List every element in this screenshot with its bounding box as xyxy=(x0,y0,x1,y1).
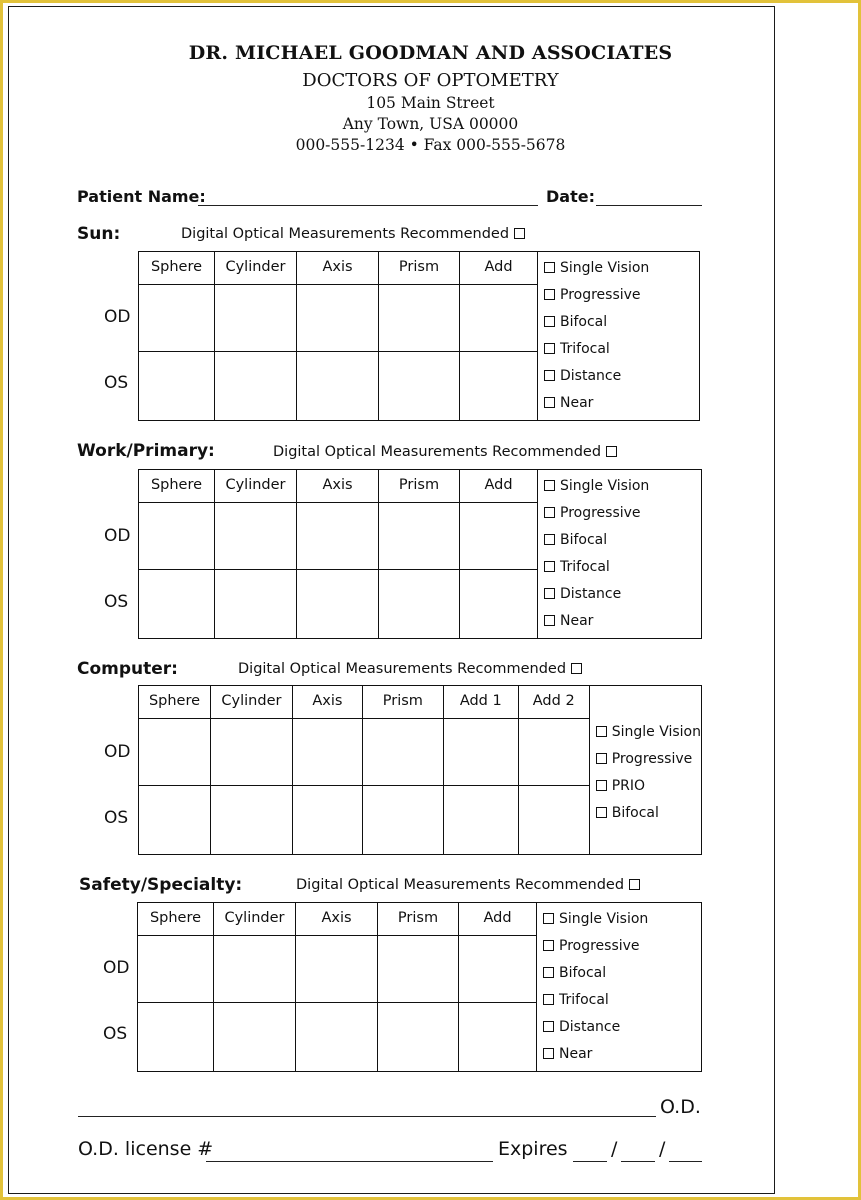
column-header: Prism xyxy=(378,903,459,936)
checkbox-icon[interactable] xyxy=(544,289,555,300)
column-header: Axis xyxy=(292,686,362,719)
column-header: Add xyxy=(459,903,537,936)
practice-name: DR. MICHAEL GOODMAN AND ASSOCIATES xyxy=(188,42,673,64)
lens-options xyxy=(538,470,702,639)
column-header: Prism xyxy=(379,252,460,285)
dom-label: Digital Optical Measurements Recommended xyxy=(238,661,567,677)
option-distance[interactable]: Distance xyxy=(544,584,701,611)
rx-cell-os-add1[interactable] xyxy=(443,786,518,855)
expires-month-field[interactable] xyxy=(573,1161,607,1162)
option-single-vision[interactable]: Single Vision xyxy=(543,909,701,936)
column-header: Add xyxy=(460,470,538,503)
rx-cell-os-axis[interactable] xyxy=(297,352,379,421)
checkbox-icon[interactable] xyxy=(543,967,554,978)
dom-sun[interactable] xyxy=(181,226,530,242)
address-line-2: Any Town, USA 00000 xyxy=(342,115,519,133)
option-near[interactable]: Near xyxy=(544,393,699,420)
practice-subtitle: DOCTORS OF OPTOMETRY xyxy=(302,70,559,91)
rx-cell-od-prism[interactable] xyxy=(362,719,443,786)
checkbox-icon[interactable] xyxy=(571,663,582,674)
checkbox-icon[interactable] xyxy=(543,913,554,924)
rx-cell-os-prism[interactable] xyxy=(379,352,460,421)
checkbox-icon[interactable] xyxy=(629,879,640,890)
option-bifocal[interactable]: Bifocal xyxy=(544,530,701,557)
option-trifocal[interactable]: Trifocal xyxy=(544,557,701,584)
option-distance[interactable]: Distance xyxy=(543,1017,701,1044)
option-trifocal[interactable]: Trifocal xyxy=(543,990,701,1017)
rx-cell-od-sphere[interactable] xyxy=(139,285,215,352)
checkbox-icon[interactable] xyxy=(544,316,555,327)
rx-cell-os-axis[interactable] xyxy=(292,786,362,855)
rx-table-computer xyxy=(138,685,702,855)
option-prio[interactable]: PRIO xyxy=(596,776,701,803)
rx-cell-od-add[interactable] xyxy=(460,503,538,570)
rx-cell-od-prism[interactable] xyxy=(379,285,460,352)
rx-table-work xyxy=(138,469,702,639)
dom-label: Digital Optical Measurements Recommended xyxy=(273,444,602,460)
lens-options xyxy=(589,686,701,855)
checkbox-icon[interactable] xyxy=(596,780,607,791)
column-header: Prism xyxy=(362,686,443,719)
date-label: Date: xyxy=(546,187,595,206)
dom-safety[interactable] xyxy=(296,877,645,893)
column-header: Sphere xyxy=(139,470,215,503)
option-distance[interactable]: Distance xyxy=(544,366,699,393)
signature-od-label: O.D. xyxy=(660,1096,701,1118)
rx-table-safety xyxy=(137,902,702,1072)
rx-cell-os-sphere[interactable] xyxy=(139,352,215,421)
rx-cell-od-add1[interactable] xyxy=(443,719,518,786)
rx-cell-od-prism[interactable] xyxy=(378,936,459,1003)
checkbox-icon[interactable] xyxy=(596,726,607,737)
dom-label: Digital Optical Measurements Recommended xyxy=(181,226,510,242)
rx-cell-os-prism[interactable] xyxy=(362,786,443,855)
date-field[interactable] xyxy=(596,205,702,206)
checkbox-icon[interactable] xyxy=(544,480,555,491)
section-label-computer: Computer: xyxy=(77,659,178,679)
signature-line[interactable] xyxy=(78,1116,656,1117)
rx-cell-od-axis[interactable] xyxy=(297,285,379,352)
rx-table-sun xyxy=(138,251,700,421)
option-near[interactable]: Near xyxy=(543,1044,701,1071)
checkbox-icon[interactable] xyxy=(544,370,555,381)
column-header: Add 2 xyxy=(518,686,589,719)
checkbox-icon[interactable] xyxy=(596,753,607,764)
rx-cell-od-add2[interactable] xyxy=(518,719,589,786)
rx-cell-od-axis[interactable] xyxy=(297,503,379,570)
rx-cell-od-add[interactable] xyxy=(459,936,537,1003)
rx-cell-os-add2[interactable] xyxy=(518,786,589,855)
rx-cell-od-axis[interactable] xyxy=(292,719,362,786)
option-trifocal[interactable]: Trifocal xyxy=(544,339,699,366)
checkbox-icon[interactable] xyxy=(544,615,555,626)
rx-cell-od-sphere[interactable] xyxy=(139,503,215,570)
date-separator: / xyxy=(659,1138,666,1160)
checkbox-icon[interactable] xyxy=(543,994,554,1005)
rx-cell-os-sphere[interactable] xyxy=(138,1003,214,1072)
rx-cell-os-sphere[interactable] xyxy=(139,786,211,855)
column-header: Sphere xyxy=(139,686,211,719)
checkbox-icon[interactable] xyxy=(543,1048,554,1059)
section-label-work: Work/Primary: xyxy=(77,441,215,461)
column-header: Sphere xyxy=(138,903,214,936)
patient-name-field[interactable] xyxy=(198,205,538,206)
address-line-1: 105 Main Street xyxy=(366,94,495,112)
rx-cell-os-axis[interactable] xyxy=(296,1003,378,1072)
eye-label-od: OD xyxy=(104,307,131,327)
checkbox-icon[interactable] xyxy=(606,446,617,457)
lens-options xyxy=(537,903,702,1072)
rx-cell-od-cylinder[interactable] xyxy=(215,285,297,352)
dom-label: Digital Optical Measurements Recommended xyxy=(296,877,625,893)
column-header: Add xyxy=(460,252,538,285)
column-header: Axis xyxy=(297,470,379,503)
column-header: Axis xyxy=(297,252,379,285)
eye-label-od: OD xyxy=(104,742,131,762)
eye-label-os: OS xyxy=(104,373,129,393)
dom-work[interactable] xyxy=(273,444,622,460)
checkbox-icon[interactable] xyxy=(514,228,525,239)
eye-label-os: OS xyxy=(104,808,129,828)
rx-cell-od-add[interactable] xyxy=(460,285,538,352)
checkbox-icon[interactable] xyxy=(544,343,555,354)
checkbox-icon[interactable] xyxy=(543,940,554,951)
date-separator: / xyxy=(611,1138,618,1160)
dom-computer[interactable] xyxy=(238,661,587,677)
option-single-vision[interactable]: Single Vision xyxy=(544,476,701,503)
rx-cell-od-axis[interactable] xyxy=(296,936,378,1003)
phone-fax: 000-555-1234 • Fax 000-555-5678 xyxy=(295,136,566,154)
rx-cell-os-prism[interactable] xyxy=(378,1003,459,1072)
rx-cell-od-sphere[interactable] xyxy=(139,719,211,786)
option-single-vision[interactable]: Single Vision xyxy=(544,258,699,285)
option-progressive[interactable]: Progressive xyxy=(544,285,699,312)
expires-label: Expires xyxy=(498,1138,568,1160)
column-header: Cylinder xyxy=(215,252,297,285)
option-progressive[interactable]: Progressive xyxy=(544,503,701,530)
rx-cell-od-cylinder[interactable] xyxy=(215,503,297,570)
rx-cell-os-add[interactable] xyxy=(459,1003,537,1072)
rx-cell-os-cylinder[interactable] xyxy=(215,352,297,421)
checkbox-icon[interactable] xyxy=(596,807,607,818)
checkbox-icon[interactable] xyxy=(544,534,555,545)
option-single-vision[interactable]: Single Vision xyxy=(596,722,701,749)
rx-cell-os-prism[interactable] xyxy=(379,570,460,639)
column-header: Prism xyxy=(379,470,460,503)
rx-cell-os-sphere[interactable] xyxy=(139,570,215,639)
rx-cell-od-prism[interactable] xyxy=(379,503,460,570)
eye-label-os: OS xyxy=(104,592,129,612)
expires-year-field[interactable] xyxy=(669,1161,702,1162)
column-header: Add 1 xyxy=(443,686,518,719)
option-progressive[interactable]: Progressive xyxy=(543,936,701,963)
checkbox-icon[interactable] xyxy=(544,588,555,599)
column-header: Cylinder xyxy=(215,470,297,503)
column-header: Cylinder xyxy=(210,686,292,719)
column-header: Axis xyxy=(296,903,378,936)
rx-cell-os-add[interactable] xyxy=(460,570,538,639)
eye-label-od: OD xyxy=(104,526,131,546)
rx-cell-od-cylinder[interactable] xyxy=(210,719,292,786)
option-bifocal[interactable]: Bifocal xyxy=(543,963,701,990)
license-label: O.D. license # xyxy=(78,1138,214,1160)
rx-cell-os-cylinder[interactable] xyxy=(215,570,297,639)
rx-cell-os-cylinder[interactable] xyxy=(210,786,292,855)
checkbox-icon[interactable] xyxy=(544,397,555,408)
lens-options xyxy=(538,252,700,421)
rx-cell-od-cylinder[interactable] xyxy=(214,936,296,1003)
checkbox-icon[interactable] xyxy=(544,561,555,572)
patient-name-label: Patient Name: xyxy=(77,187,206,206)
rx-cell-os-cylinder[interactable] xyxy=(214,1003,296,1072)
eye-label-od: OD xyxy=(103,958,130,978)
checkbox-icon[interactable] xyxy=(544,262,555,273)
eye-label-os: OS xyxy=(103,1024,128,1044)
section-label-safety: Safety/Specialty: xyxy=(79,875,243,895)
option-progressive[interactable]: Progressive xyxy=(596,749,701,776)
option-near[interactable]: Near xyxy=(544,611,701,638)
checkbox-icon[interactable] xyxy=(543,1021,554,1032)
section-label-sun: Sun: xyxy=(77,224,121,244)
rx-cell-os-axis[interactable] xyxy=(297,570,379,639)
option-bifocal[interactable]: Bifocal xyxy=(596,803,701,830)
rx-cell-os-add[interactable] xyxy=(460,352,538,421)
expires-day-field[interactable] xyxy=(621,1161,655,1162)
license-number-field[interactable] xyxy=(206,1161,493,1162)
rx-cell-od-sphere[interactable] xyxy=(138,936,214,1003)
column-header: Sphere xyxy=(139,252,215,285)
column-header: Cylinder xyxy=(214,903,296,936)
option-bifocal[interactable]: Bifocal xyxy=(544,312,699,339)
checkbox-icon[interactable] xyxy=(544,507,555,518)
